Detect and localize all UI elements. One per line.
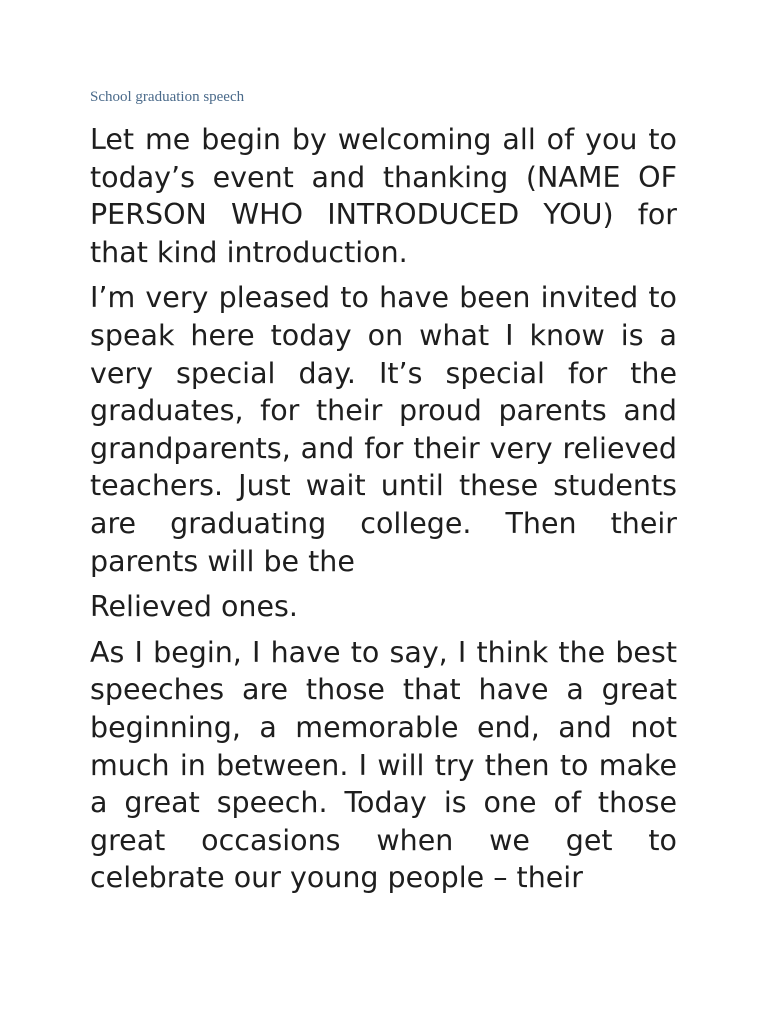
paragraph-welcome: Let me begin by welcoming all of you to today’s event and thanking (NAME OF PERSON WHO INTRODUCED YOU) for that kind introduction. — [90, 123, 677, 269]
document-title: School graduation speech — [90, 89, 245, 105]
paragraph-great-speeches: As I begin, I have to say, I think the best speeches are those that have a great beginning, a memorable end, and not much in between. I will try then to make a great speech. Today is one of those great occasions when we get to celebrate our young people – their — [90, 635, 677, 895]
paragraph-special-day: I’m very pleased to have been invited to speak here today on what I know is a very special day. It’s special for the graduates, for their proud parents and grandparents, and for their very relieved teachers. Just wait until these students are graduating college. Then their parents will be the — [90, 281, 677, 578]
document-page — [90, 86, 677, 905]
paragraph-relieved-ones: Relieved ones. — [90, 590, 298, 624]
